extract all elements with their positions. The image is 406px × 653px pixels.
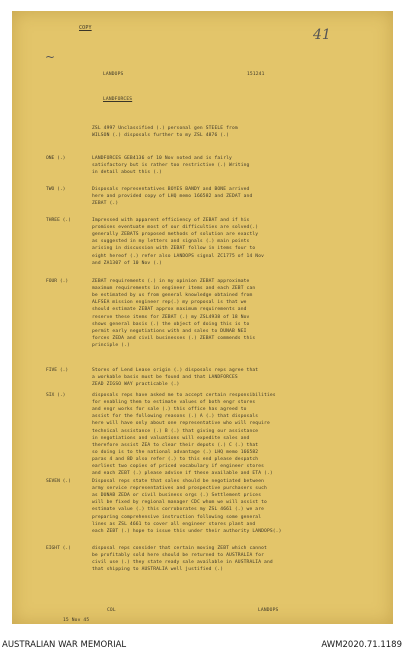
paragraph-line: generally ZEBATS proposed methods of solution are exactly — [92, 232, 259, 238]
paragraph-line: Stores of Lend Lease origin (.) disposals reps agree that — [92, 368, 259, 373]
header-to: LANDFORCES — [103, 97, 133, 102]
paragraph-line: each ZEBT (.) hope to issue this under their authority LANDOPS(.) — [92, 528, 282, 534]
footer-source: AUSTRALIAN WAR MEMORIAL — [2, 640, 127, 650]
paragraph-line: disposals reps have asked me to accept certain responsibilities — [92, 393, 276, 398]
paragraph-line: civil use (.) they state ready sale available in AUSTRALIA and — [92, 560, 273, 566]
paragraph-line: eight hereof (.) refer also LANDOPS signal ZC1775 of 14 Nov — [92, 253, 265, 259]
paragraph-line: satisfactory but is rather too restrictive (.) Writing — [92, 163, 250, 169]
header-from: LANDOPS — [103, 72, 124, 77]
paragraph-line: and engr works for sale (.) this office has agreed to — [92, 407, 247, 413]
paragraph-line: ALFSEA mission engineer rep(.) my proposal is that we — [92, 300, 247, 306]
paragraph-line: here and provided copy of LHQ memo 166582 and ZEDAT and — [92, 194, 253, 200]
signoff-right: LANDOPS — [258, 608, 279, 613]
paragraph-line: for enabling them to estimate values of both engr stores — [92, 400, 256, 406]
paragraph-line: army service representatives and prospective purchasers such — [92, 486, 267, 492]
paragraph-number: SIX (.) — [46, 393, 66, 398]
paragraph-line: Disposal reps state that sales should be negotiated between — [92, 479, 265, 484]
paragraph-line: be profitably sold here should be returned to AUSTRALIA for — [92, 553, 265, 559]
paragraph-line: as suggested in my letters and signals (.) main points — [92, 239, 250, 245]
paragraph-line: LANDFORCES GEB4136 of 10 Nov noted and is fairly — [92, 156, 232, 161]
paragraph-line: earliest two copies of priced vocabulary if engineer stores — [92, 464, 265, 469]
paragraph-line: arising in discussion with ZEBAT follow in items four to — [92, 246, 256, 252]
paragraph-line: preparing comprehensive instruction following some general — [92, 514, 262, 520]
paragraph-number: THREE (.) — [46, 218, 71, 223]
header-date-time: 151241 — [247, 72, 265, 77]
paragraph-line: a workable basis must be found and that LANDFORCES — [92, 375, 238, 381]
paragraph-line: so doing is to the national advantage (.) LHQ memo 166582 — [92, 449, 259, 455]
paragraph-line: here will have only about one representative who will require — [92, 421, 270, 427]
paragraph-line: should estimate ZEBAT approx maximum requirements and — [92, 307, 247, 313]
paragraph-number: TWO (.) — [46, 187, 66, 192]
paragraph-line: paras 4 and 8D also refer (.) to this end please despatch — [92, 456, 259, 462]
document-page — [12, 11, 393, 624]
paragraph-line: permit early negotiations with and sales to DUNAB NEI — [92, 328, 247, 334]
paragraph-line: that shipping to AUSTRALIA well justified (.) — [92, 567, 224, 573]
paragraph-line: reserve these items for ZEBAT (.) my ZSL4938 of 18 Nov — [92, 314, 250, 320]
paragraph-line: and each ZEBT (.) please advise if these available and ETA (.) — [92, 471, 273, 477]
footer-accession: AWM2020.71.1189 — [321, 640, 402, 650]
paragraph-line: shows general basis (.) the object of doing this is to — [92, 321, 250, 327]
paragraph-line: principle (.) — [92, 342, 130, 348]
paragraph-line: ZEBAT requirements (.) in my opinion ZEBAT approximate — [92, 279, 250, 284]
paragraph-number: SEVEN (.) — [46, 479, 71, 484]
date-time-group: 15 Nov 45 — [63, 618, 90, 623]
paragraph-line: ZSL 4997 Unclassified (.) personal gen STEELE from — [92, 126, 238, 131]
paragraph-line: therefore assist ZEA to clear their depots (.) C (.) that — [92, 442, 259, 448]
footer-bar — [0, 637, 406, 653]
paragraph-line: ZEBAT (.) — [92, 201, 119, 207]
paragraph-line: Impressed with apparent efficiency of ZEBAT and if his — [92, 218, 250, 223]
handwritten-note: 41 — [313, 27, 331, 43]
paragraph-line: assist for the following reasons (.) A (.) that disposals — [92, 414, 259, 420]
signoff-left: COL — [107, 608, 116, 613]
paragraph-line: in detail about this (.) — [92, 170, 162, 176]
paragraph-line: estimate value (.) this corroborates my ZSL 4661 (.) we are — [92, 507, 265, 513]
paragraph-line: in negotiations and valuations will expedite sales and — [92, 435, 250, 441]
paragraph-line: will be fixed by regional manager CDC whom we will assist to — [92, 500, 267, 506]
paragraph-number: EIGHT (.) — [46, 546, 71, 551]
margin-mark: ~ — [45, 50, 56, 64]
paragraph-line: disposal reps consider that certain moving ZEBT which cannot — [92, 546, 267, 551]
paragraph-line: as DUNAB ZEDA or civil business orgs (.) Settlement prices — [92, 493, 262, 499]
paragraph-line: forces ZEDA and civil businesses (.) ZEBAT commends this — [92, 335, 256, 341]
paragraph-line: be estimated by us from general knowledge obtained from — [92, 293, 253, 299]
paragraph-number: ONE (.) — [46, 156, 66, 161]
paragraph-line: lines as ZSL 4661 to cover all engineer stores plant and — [92, 521, 256, 527]
paragraph-number: FIVE (.) — [46, 368, 69, 373]
paragraph-line: WILSON (.) disposals further to my ZSL 4876 (.) — [92, 133, 230, 139]
paragraph-line: maximum requirements in engineer items and each ZEBT can — [92, 286, 256, 292]
paragraph-line: and ZA1307 of 10 Nov (.) — [92, 260, 162, 266]
paragraph-number: FOUR (.) — [46, 279, 69, 284]
paragraph-line: ZEAD ZIGSO WAY practicable (.) — [92, 382, 180, 388]
paragraph-line: promises eventuate most of our difficulties are solved(.) — [92, 225, 259, 231]
copy-label: COPY — [79, 25, 92, 31]
paragraph-line: Disposals representatives BOYES BANDY and BONE arrived — [92, 187, 250, 192]
paragraph-line: technical assistance (.) B (.) that giving our assistance — [92, 428, 259, 434]
